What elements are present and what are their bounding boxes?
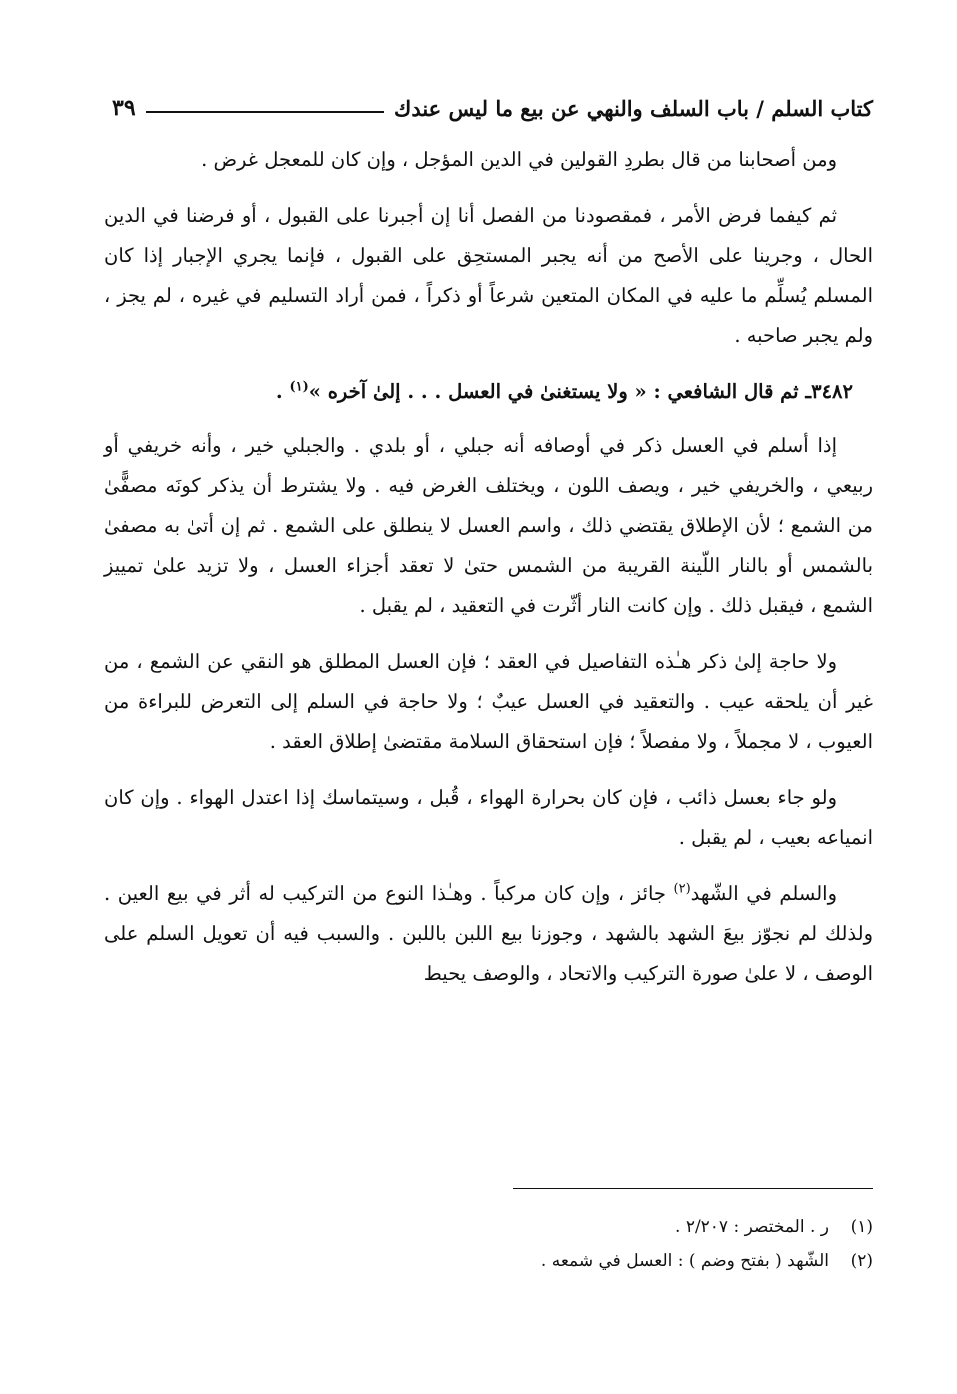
section-heading	[104, 372, 873, 412]
paragraph-text: والسلم في الشّهد	[690, 882, 837, 905]
footnote-text: الشّهد ( بفتح وضم ) : العسل في شمعه .	[540, 1251, 829, 1271]
paragraph-text: جائز ، وإن كان مركباً . وهـٰذا النوع من التركيب له أثر في بيع العين . ولذلك لم نجوّز بيعَ الشهد بالشهد ، وجوزنا بيع اللبن باللبن . والسبب فيه أن تعويل السلم على الوصف ، لا علىٰ صورة التركيب والاتحاد ، والوصف يحيط	[104, 882, 873, 985]
footnote	[104, 1210, 873, 1244]
footnote-ref: (٢)	[673, 881, 691, 897]
running-title: كتاب السلم / باب السلف والنهي عن بيع ما ليس عندك	[394, 95, 873, 121]
footnote-separator	[513, 1188, 873, 1189]
header-rule	[146, 111, 384, 113]
paragraph: ومن أصحابنا من قال بطردِ القولين في الدين المؤجل ، وإن كان للمعجل غرض .	[201, 148, 837, 171]
paragraph: ثم كيفما فرض الأمر ، فمقصودنا من الفصل أنا إن أجبرنا على القبول ، أو فرضنا في الدين الحال ، وجرينا على الأصح من أنه يجبر المستحِق على القبول ، فإنما يجري الإجبار إذا كان المسلم يُسلِّم ما عليه في المكان المتعين شرعاً أو ذكراً ، فمن أراد التسليم في غيره ، لم يجز ، ولم يجبر صاحبه .	[104, 204, 873, 347]
paragraph	[104, 874, 873, 994]
paragraph: إذا أسلم في العسل ذكر في أوصافه أنه جبلي ، أو بلدي . والجبلي خير ، وأنه خريفي أو ربيعي ، والخريفي خير ، ويصف اللون ، ويختلف الغرض فيه . ولا يشترط أن يذكر كونَه مصفًّىٰ من الشمع ؛ لأن الإطلاق يقتضي ذلك ، واسم العسل لا ينطلق على الشمع . ثم إن أتىٰ به مصفىٰ بالشمس أو بالنار اللّينة القريبة من الشمس حتىٰ لا تعقد أجزاء العسل ، ولا تزيد علىٰ تمييز الشمع ، فيقبل ذلك . وإن كانت النار أثّرت في التعقيد ، لم يقبل .	[104, 434, 873, 617]
footnote	[104, 1244, 873, 1278]
paragraph: ولا حاجة إلىٰ ذكر هـٰذه التفاصيل في العقد ؛ فإن العسل المطلق هو النقي عن الشمع ، من غير أن يلحقه عيب . والتعقيد في العسل عيبٌ ؛ ولا حاجة في السلم إلى التعرض للبراءة من العيوب ، لا مجملاً ، ولا مفصلاً ؛ فإن استحقاق السلامة مقتضىٰ إطلاق العقد .	[104, 650, 873, 753]
paragraph: ولو جاء بعسل ذائب ، فإن كان بحرارة الهواء ، قُبل ، وسيتماسك إذا اعتدل الهواء . وإن كان انمياعه بعيب ، لم يقبل .	[104, 786, 873, 849]
section-heading-end: .	[275, 380, 290, 403]
footnotes	[104, 1210, 873, 1278]
footnote-text: ر . المختصر : ٢/٢٠٧ .	[675, 1217, 829, 1237]
page-header	[112, 88, 873, 128]
footnote-number: (١)	[850, 1217, 873, 1237]
footnote-number: (٢)	[850, 1251, 873, 1271]
page-number: ٣٩	[112, 95, 136, 121]
page-body	[104, 140, 873, 1010]
footnote-ref: (١)	[289, 379, 309, 395]
section-heading-text: ٣٤٨٢ـ ثم قال الشافعي : « ولا يستغنىٰ في العسل . . . إلىٰ آخره »	[308, 380, 853, 403]
